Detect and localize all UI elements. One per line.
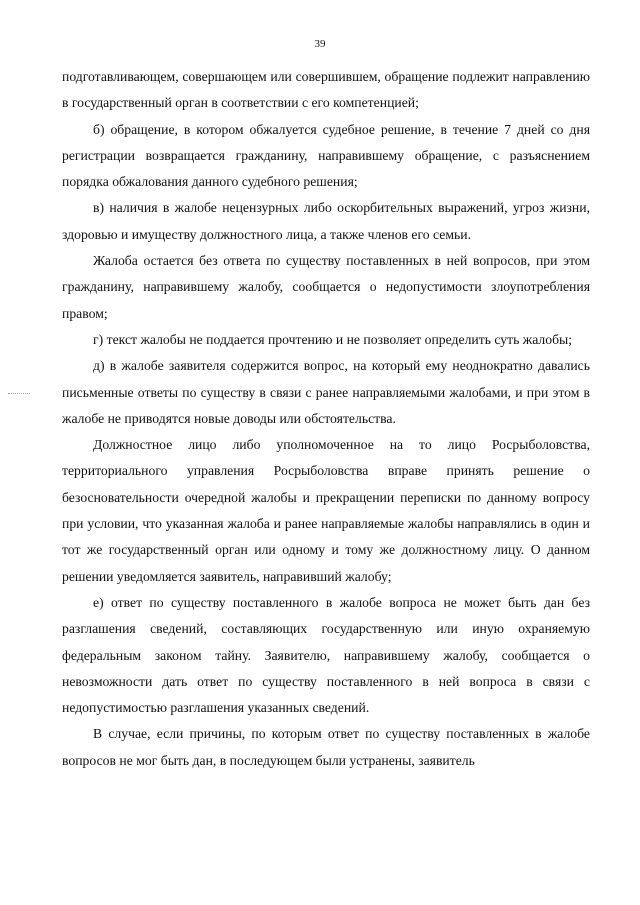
margin-scan-mark: [8, 393, 30, 400]
page-number: 39: [314, 38, 326, 50]
paragraph-item-d: д) в жалобе заявителя содержится вопрос, на который ему неоднократно давались письменные ответы по существу в связи с ранее направляемыми жалобами, и при этом в жалобе не приводятся новые доводы или обстоятельства.: [62, 358, 590, 426]
paragraph-item-v: в) наличия в жалобе нецензурных либо оскорбительных выражений, угроз жизни, здоровью и имуществу должностного лица, а также членов его семьи.: [62, 200, 590, 242]
paragraph-item-g: г) текст жалобы не поддается прочтению и не позволяет определить суть жалобы;: [93, 331, 573, 347]
paragraph-complaint-no-answer: Жалоба остается без ответа по существу поставленных в ней вопросов, при этом гражданину, направившему жалобу, сообщается о недопустимости злоупотребления правом;: [62, 253, 590, 321]
paragraph-item-e: е) ответ по существу поставленного в жалобе вопроса не может быть дан без разглашения сведений, составляющих государственную или иную охраняемую федеральным законом тайну. Заявителю, направившему жалобу, сообщается о невозможности дать ответ по существу поставленного в ней вопроса в связи с недопустимостью разглашения указанных сведений.: [62, 594, 590, 716]
paragraph-official-decision: Должностное лицо либо уполномоченное на то лицо Росрыболовства, территориального управления Росрыболовства вправе принять решение о безосновательности очередной жалобы и прекращении переписки по данному вопросу при условии, что указанная жалоба и ранее направляемые жалобы направлялись в один и тот же государственный орган или одному и тому же должностному лицу. О данном решении уведомляется заявитель, направивший жалобу;: [62, 437, 590, 584]
document-body: [62, 64, 590, 774]
paragraph-continuation: подготавливающем, совершающем или совершившем, обращение подлежит направлению в государственный орган в соответствии с его компетенцией;: [62, 69, 590, 111]
paragraph-case-reasons-removed: В случае, если причины, по которым ответ по существу поставленных в жалобе вопросов не мог быть дан, в последующем были устранены, заявитель: [62, 726, 590, 768]
paragraph-item-b: б) обращение, в котором обжалуется судебное решение, в течение 7 дней со дня регистрации возвращается гражданину, направившему обращение, с разъяснением порядка обжалования данного судебного решения;: [62, 121, 590, 190]
